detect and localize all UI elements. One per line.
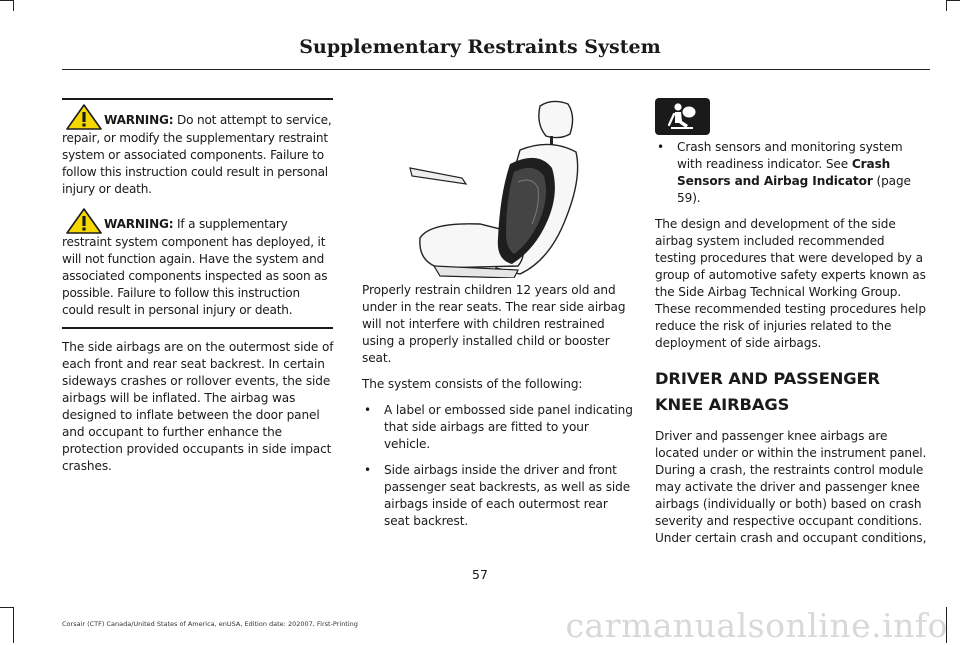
- knee-airbag-paragraph: Driver and passenger knee airbags are located under or within the instrument panel. During a crash, the restraints control module may activate the driver and passenger knee airbags (individually or both) based on crash severity and respective occupant conditions. Under certain crash and occupant conditions,: [655, 429, 927, 545]
- crop-mark: [13, 607, 14, 643]
- warning-text: Do not attempt to service, repair, or modify the supplementary restraint system or associated components. Failure to follow this instruction could result in personal injury or death.: [62, 113, 332, 196]
- page-title: Supplementary Restraints System: [299, 36, 661, 58]
- warning-label: WARNING:: [104, 113, 174, 127]
- seat-side-airbag-illustration: [400, 98, 600, 278]
- page-reference: (page 59).: [677, 174, 911, 205]
- crash-sensors-link[interactable]: Crash Sensors and Airbag Indicator: [677, 157, 891, 188]
- edition-footer: Corsair (CTF) Canada/United States of America, enUSA, Edition date: 202007, First-Printing: [62, 620, 358, 628]
- warning-paragraph: [62, 104, 333, 198]
- section-heading: DRIVER AND PASSENGER KNEE AIRBAGS: [655, 369, 880, 414]
- list-item: • Side airbags inside the driver and front passenger seat backrests, as well as side airbags inside of each outermost rear seat backrest.: [362, 462, 634, 530]
- crop-mark: [946, 0, 960, 1]
- warning-text: If a supplementary restraint system component has deployed, it will not function again. Have the system and associated components inspected as soon as possible. Failure to follow this instruction could result in personal injury or death.: [62, 217, 328, 317]
- list-intro: The system consists of the following:: [362, 377, 583, 391]
- system-component-list: [362, 402, 634, 530]
- right-column: [655, 139, 927, 556]
- bullet-text: Crash sensors and monitoring system with readiness indicator. See: [677, 140, 903, 171]
- left-column: [62, 339, 334, 484]
- crop-mark: [946, 0, 947, 11]
- list-item: [655, 139, 927, 207]
- watermark: carmanualsonline.info: [565, 606, 948, 645]
- crop-mark: [13, 0, 14, 11]
- warning-label: WARNING:: [104, 217, 174, 231]
- warning-paragraph: [62, 208, 333, 319]
- warning-triangle-icon: [66, 208, 102, 234]
- system-component-list-cont: [655, 139, 927, 207]
- warning-box: [62, 98, 333, 329]
- middle-column: [362, 282, 634, 539]
- warning-triangle-icon: [66, 104, 102, 130]
- crop-mark: [0, 607, 13, 608]
- crop-mark: [0, 0, 13, 1]
- side-airbag-paragraph: The side airbags are on the outermost side of each front and rear seat backrest. In certain sideways crashes or rollover events, the side airbags will be inflated. The airbag was designed to inflate between the door panel and occupant to further enhance the protection provided occupants in side impact crashes.: [62, 340, 334, 473]
- list-item: • A label or embossed side panel indicating that side airbags are fitted to your vehicle.: [362, 402, 634, 453]
- page-number: 57: [472, 567, 488, 582]
- child-restraint-paragraph: Properly restrain children 12 years old and under in the rear seats. The rear side airbag will not interfere with children restrained using a properly installed child or booster seat.: [362, 283, 626, 365]
- title-divider: [62, 69, 930, 70]
- testing-paragraph: The design and development of the side airbag system included recommended testing procedures that were developed by a group of automotive safety experts known as the Side Airbag Technical Working Group. These recommended testing procedures help reduce the risk of injuries related to the deployment of side airbags.: [655, 217, 926, 350]
- airbag-indicator-icon: [655, 98, 710, 135]
